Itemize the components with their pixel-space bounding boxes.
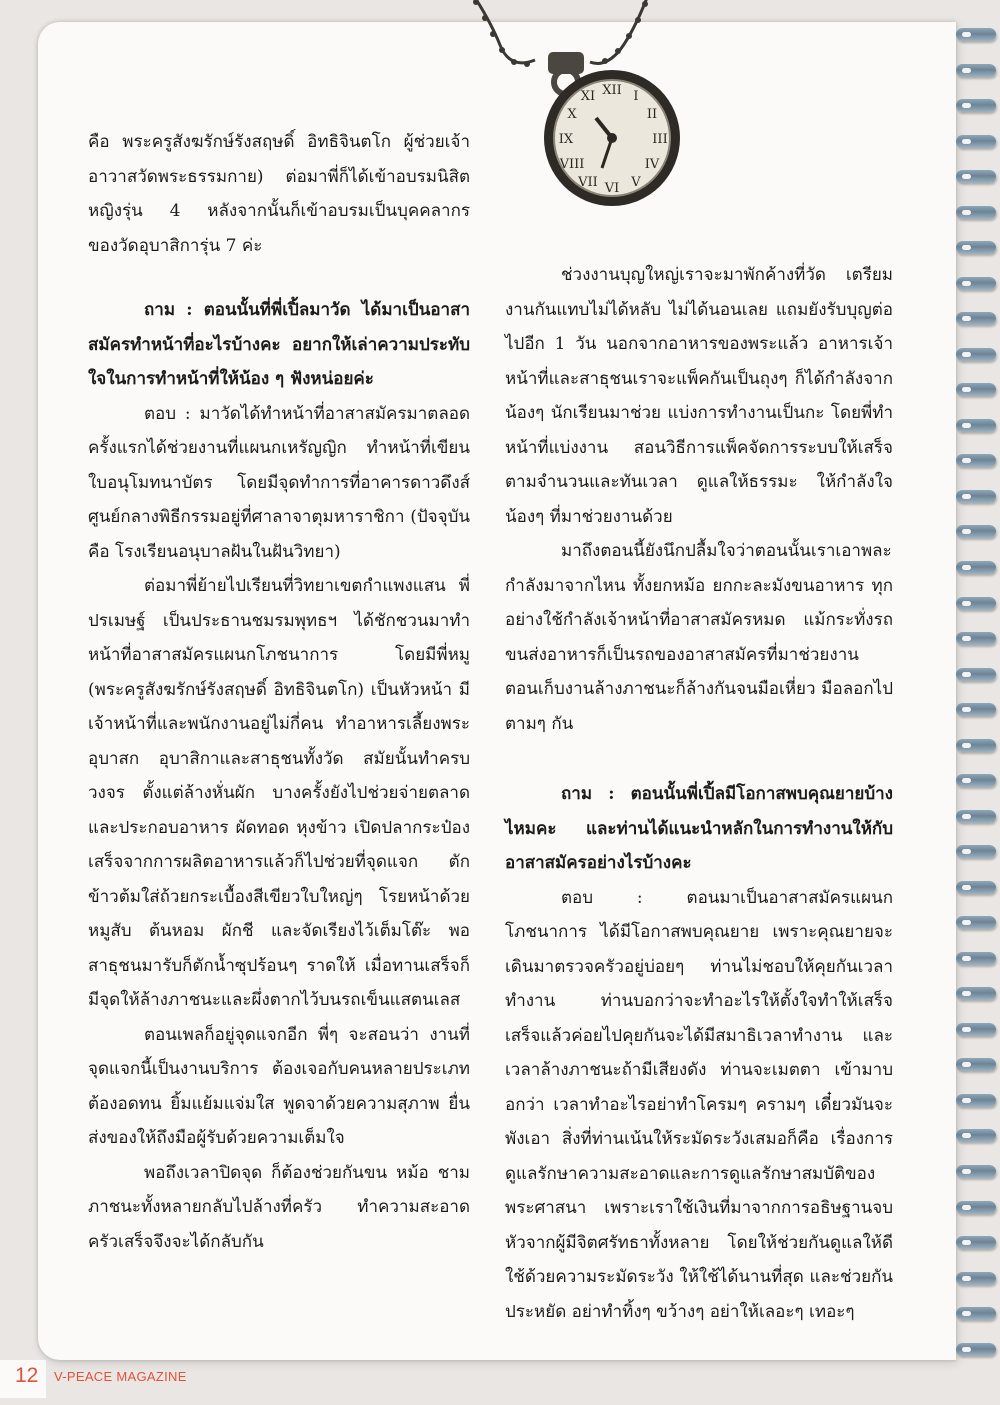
question-2: ถาม : ตอนนั้นพี่เปิ้ลมีโอกาสพบคุณยายบ้างไหมคะ และท่านได้แนะนำหลักในการทำงานให้กับอาสาสมัครอย่างไรบ้างคะ: [505, 784, 893, 873]
paragraph-kitchen: ต่อมาพี่ย้ายไปเรียนที่วิทยาเขตกำแพงแสน พี่ปรเมษฐ์ เป็นประธานชมรมพุทธฯ ได้ชักชวนมาทำหน้าที่อาสาสมัครแผนกโภชนาการ โดยมีพี่หมู (พระครูสังฆรักษ์รังสฤษดิ์ อิทธิจินตโก) เป็นหัวหน้า มีเจ้าหน้าที่และพนักงานอยู่ไม่กี่คน ทำอาหารเลี้ยงพระ อุบาสก อุบาสิกาและสาธุชนทั้งวัด สมัยนั้นทำครบวงจร ตั้งแต่ล้างหั่นผัก บางครั้งยังไปช่วยจ่ายตลาด และประกอบอาหาร ผัดทอด หุงข้าว เปิดปลากระป๋อง เสร็จจากการผลิตอาหารแล้วก็ไปช่วยที่จุดแจก ตักข้าวต้มใส่ถ้วยกระเบื้องสีเขียวใบใหญ่ๆ โรยหน้าด้วยหมูสับ ต้นหอม ผักชี และจัดเรียงไว้เต็มโต๊ะ พอสาธุชนมารับก็ตักน้ำซุปร้อนๆ ราดให้ เมื่อทานเสร็จก็มีจุดให้ล้างภาชนะและผึ่งตากไว้บนรถเข็นแสตนเลส: [88, 576, 470, 1010]
svg-text:II: II: [646, 107, 658, 122]
spiral-ring: [956, 878, 996, 898]
paragraph-intro: คือ พระครูสังฆรักษ์รังสฤษดิ์ อิทธิจินตโก ผู้ช่วยเจ้าอาวาสวัดพระธรรมกาย) ต่อมาพี่ก็ได้เข้าอบรมนิสิตหญิงรุ่น 4 หลังจากนั้นก็เข้าอบรมเป็นบุคคลากรของวัดอุบาสิการุ่น 7 ค่ะ: [88, 132, 470, 256]
spiral-ring: [956, 96, 996, 116]
svg-text:I: I: [633, 89, 639, 104]
page-number: 12: [15, 1364, 39, 1387]
spiral-ring: [956, 984, 996, 1004]
spiral-ring: [956, 629, 996, 649]
svg-text:VIII: VIII: [559, 157, 585, 172]
spiral-ring: [956, 380, 996, 400]
svg-text:XI: XI: [580, 89, 596, 104]
spiral-ring: [956, 807, 996, 827]
spiral-ring: [956, 1340, 996, 1360]
spiral-ring: [956, 451, 996, 471]
spiral-ring: [956, 345, 996, 365]
spiral-ring: [956, 274, 996, 294]
spiral-ring: [956, 416, 996, 436]
spiral-binding: [956, 25, 1000, 1360]
spiral-ring: [956, 700, 996, 720]
paragraph-big-event: ช่วงงานบุญใหญ่เราจะมาพักค้างที่วัด เตรียมงานกันแทบไม่ได้หลับ ไม่ได้นอนเลย แถมยังรับบุญต่อไปอีก 1 วัน นอกจากอาหารของพระแล้ว อาหารเจ้าหน้าที่และสาธุชนเราจะแพ็คกันเป็นถุงๆ ก็ได้กำลังจากน้องๆ นักเรียนมาช่วย แบ่งการทำงานเป็นกะ โดยพี่ทำหน้าที่แบ่งงาน สอนวิธีการแพ็คจัดการระบบให้เสร็จตามจำนวนและทันเวลา ดูแลให้ธรรมะ ให้กำลังใจน้องๆ ที่มาช่วยงานด้วย: [505, 265, 893, 527]
svg-text:V: V: [631, 175, 641, 190]
svg-text:X: X: [567, 107, 577, 122]
spiral-ring: [956, 594, 996, 614]
spiral-ring: [956, 949, 996, 969]
spiral-ring: [956, 25, 996, 45]
answer-2: ตอบ : ตอนมาเป็นอาสาสมัครแผนกโภชนาการ ได้มีโอกาสพบคุณยาย เพราะคุณยายจะเดินมาตรวจครัวอยู่บ่อยๆ ท่านไม่ชอบให้คุยกันเวลาทำงาน ท่านบอกว่าจะทำอะไรให้ตั้งใจทำให้เสร็จ เสร็จแล้วค่อยไปคุยกันจะได้มีสมาธิเวลาทำงาน และเวลาล้างภาชนะถ้ามีเสียงดัง ท่านจะเมตตา เข้ามาบอกว่า เวลาทำอะไรอย่าทำโครมๆ ครามๆ เดี๋ยวมันจะพังเอา สิ่งที่ท่านเน้นให้ระมัดระวังเสมอก็คือ เรื่องการดูแลรักษาความสะอาดและการดูแลรักษาสมบัติของพระศาสนา เพราะเราใช้เงินที่มาจากการอธิษฐานจบหัวจากผู้มีจิตศรัทธาทั้งหลาย โดยให้ช่วยกันดูแลให้ดี ใช้ด้วยความระมัดระวัง ให้ใช้ได้นานที่สุด และช่วยกันประหยัด อย่าทำทิ้งๆ ขว้างๆ อย่าให้เลอะๆ เทอะๆ: [505, 887, 893, 1322]
spiral-ring: [956, 61, 996, 81]
left-column: [88, 125, 470, 1259]
spiral-ring: [956, 1055, 996, 1075]
spiral-ring: [956, 132, 996, 152]
svg-text:IX: IX: [558, 132, 574, 147]
spiral-ring: [956, 1020, 996, 1040]
svg-text:IV: IV: [644, 157, 660, 172]
svg-text:VII: VII: [578, 175, 598, 190]
spiral-ring: [956, 1304, 996, 1324]
spiral-ring: [956, 309, 996, 329]
right-column: [505, 258, 893, 1329]
spiral-ring: [956, 522, 996, 542]
spiral-ring: [956, 771, 996, 791]
paragraph-memory: มาถึงตอนนี้ยังนึกปลื้มใจว่าตอนนั้นเราเอาพละกำลังมาจากไหน ทั้งยกหม้อ ยกกะละมังขนอาหาร ทุกอย่างใช้กำลังเจ้าหน้าที่อาสาสมัครหมด แม้กระทั่งรถขนส่งอาหารก็เป็นรถของอาสาสมัครที่มาช่วยงาน ตอนเก็บงานล้างภาชนะก็ล้างกันจนมือเหี่ยว มือลอกไปตามๆ กัน: [505, 541, 893, 734]
svg-text:III: III: [652, 132, 668, 147]
spiral-ring: [956, 1269, 996, 1289]
answer-1: ตอบ : มาวัดได้ทำหน้าที่อาสาสมัครมาตลอด ครั้งแรกได้ช่วยงานที่แผนกเหรัญญิก ทำหน้าที่เขียนใบอนุโมทนาบัตร โดยมีจุดทำการที่อาคารดาวดึงส์ ศูนย์กลางพิธีกรรมอยู่ที่ศาลาจาตุมหาราชิกา (ปัจจุบันคือ โรงเรียนอนุบาลฝันในฝันวิทยา): [88, 403, 470, 562]
paragraph-closing: พอถึงเวลาปิดจุด ก็ต้องช่วยกันขน หม้อ ชาม ภาชนะทั้งหลายกลับไปล้างที่ครัว ทำความสะอาดครัวเสร็จจึงจะได้กลับกัน: [88, 1162, 470, 1252]
spiral-ring: [956, 736, 996, 756]
spiral-ring: [956, 238, 996, 258]
spiral-ring: [956, 1233, 996, 1253]
paragraph-service: ตอนเพลก็อยู่จุดแจกอีก พี่ๆ จะสอนว่า งานที่จุดแจกนี้เป็นงานบริการ ต้องเจอกับคนหลายประเภท ต้องอดทน ยิ้มแย้มแจ่มใส พูดจาด้วยความสุภาพ ยื่นส่งของให้ถึงมือผู้รับด้วยความเต็มใจ: [88, 1024, 470, 1148]
page-footer: [0, 1360, 1000, 1405]
spiral-ring: [956, 1091, 996, 1111]
svg-text:XII: XII: [602, 83, 622, 98]
spiral-ring: [956, 487, 996, 507]
spiral-ring: [956, 1198, 996, 1218]
svg-text:VI: VI: [604, 181, 620, 196]
spiral-ring: [956, 913, 996, 933]
spiral-ring: [956, 203, 996, 223]
question-1: ถาม : ตอนนั้นที่พี่เปิ้ลมาวัด ได้มาเป็นอาสาสมัครทำหน้าที่อะไรบ้างคะ อยากให้เล่าความประทับใจในการทำหน้าที่ให้น้อง ๆ ฟังหน่อยค่ะ: [88, 300, 470, 389]
magazine-name: V-PEACE MAGAZINE: [54, 1369, 187, 1384]
spiral-ring: [956, 665, 996, 685]
spiral-ring: [956, 1126, 996, 1146]
spiral-ring: [956, 1162, 996, 1182]
spiral-ring: [956, 167, 996, 187]
spiral-ring: [956, 558, 996, 578]
spiral-ring: [956, 842, 996, 862]
